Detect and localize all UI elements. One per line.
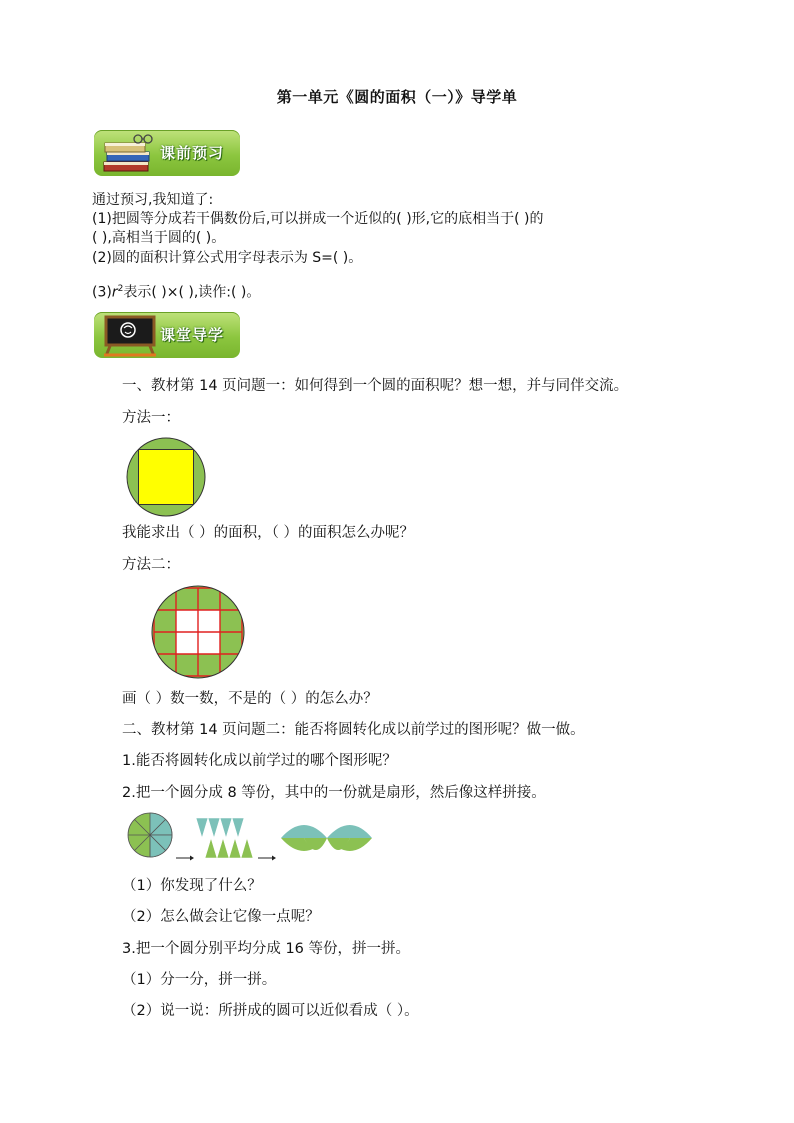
question-1: 一、教材第 14 页问题一：如何得到一个圆的面积呢？想一想，并与同伴交流。 (122, 378, 629, 394)
inscribed-square (139, 450, 194, 505)
arrow-icon (258, 856, 276, 861)
question-2-3: 3.把一个圆分别平均分成 16 等份，拼一拼。 (122, 941, 411, 957)
question-2-3b: （2）说一说：所拼成的圆可以近似看成（ ）。 (122, 1003, 419, 1019)
preview-banner (94, 130, 240, 176)
books-icon (100, 132, 160, 176)
sector-teeth (196, 818, 253, 858)
class-banner (94, 312, 240, 358)
preview-item3-sup: 2 (117, 284, 124, 294)
arrow-icon (176, 856, 194, 861)
circle-inscribed-square-figure (125, 436, 207, 518)
question-2-2b: （2）怎么做会让它像一点呢？ (122, 909, 320, 925)
question-2: 二、教材第 14 页问题二：能否将圆转化成以前学过的图形呢？做一做。 (122, 722, 585, 738)
preview-item2: (2)圆的面积计算公式用字母表示为 S=( )。 (92, 250, 363, 266)
blackboard-icon (102, 315, 158, 357)
preview-intro: 通过预习,我知道了: (92, 192, 214, 208)
circle-grid-figure (150, 584, 246, 680)
wave-shape (281, 825, 372, 851)
preview-item1-line1: (1)把圆等分成若干偶数份后,可以拼成一个近似的( )形,它的底相当于( )的 (92, 211, 544, 227)
question-2-1: 1.能否将圆转化成以前学过的哪个图形呢？ (122, 753, 397, 769)
method-2-text: 画（ ）数一数，不是的（ ）的怎么办？ (122, 691, 378, 707)
question-2-3a: （1）分一分，拼一拼。 (122, 972, 277, 988)
method-1-label: 方法一： (122, 410, 180, 426)
preview-item3-r: r (111, 284, 118, 301)
question-2-2a: （1）你发现了什么？ (122, 878, 262, 894)
sector-rearrange-figure (126, 810, 376, 866)
preview-item3 (92, 280, 260, 302)
class-banner-label: 课堂导学 (160, 326, 225, 344)
page-title: 第一单元《圆的面积（一）》导学单 (276, 88, 518, 106)
preview-item3-prefix: (3) (92, 284, 112, 301)
question-2-2: 2.把一个圆分成 8 等份，其中的一份就是扇形，然后像这样拼接。 (122, 785, 546, 801)
preview-item1-line2: ( ),高相当于圆的( )。 (92, 230, 226, 246)
preview-banner-label: 课前预习 (160, 144, 225, 162)
method-1-text: 我能求出（ ）的面积，（ ）的面积怎么办呢？ (122, 525, 414, 541)
method-2-label: 方法二： (122, 557, 180, 573)
preview-item3-rest: 表示( )×( ),读作:( )。 (123, 284, 261, 301)
eight-sector-circle (128, 813, 172, 857)
